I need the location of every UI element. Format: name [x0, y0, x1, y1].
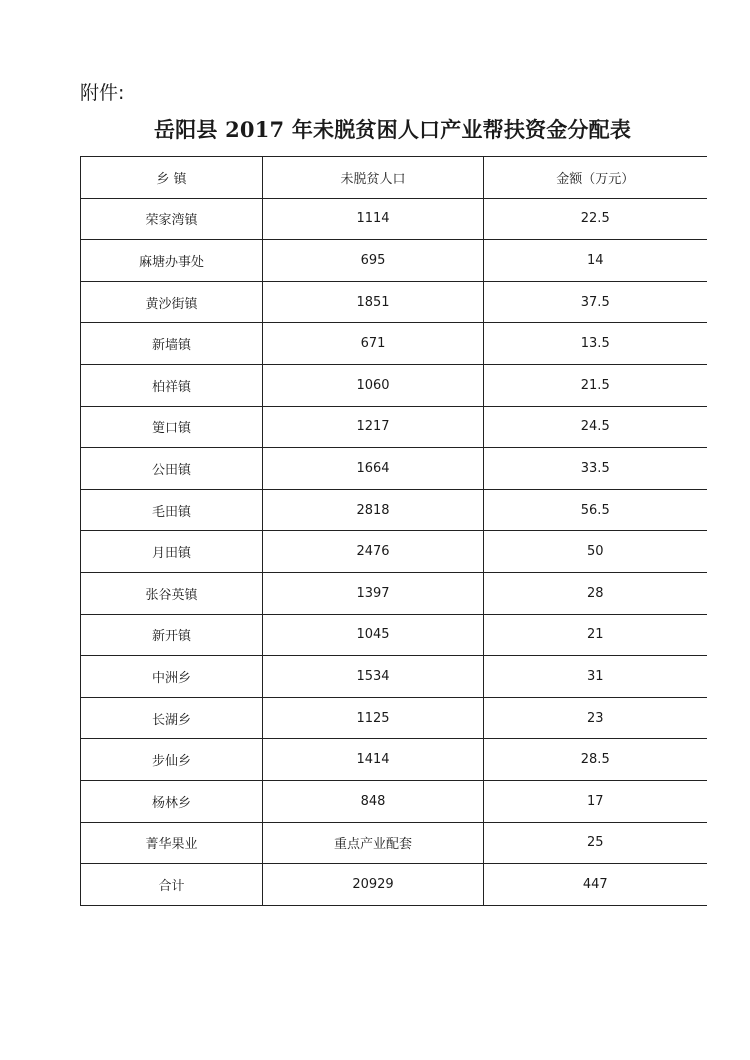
township-cell: 张谷英镇 — [81, 572, 263, 614]
township-cell: 黄沙街镇 — [81, 281, 263, 323]
township-cell: 杨林乡 — [81, 780, 263, 822]
table-row — [81, 281, 707, 323]
table-row — [81, 864, 707, 906]
population-cell: 1217 — [263, 406, 484, 448]
table-header-row — [81, 157, 707, 199]
population-cell: 重点产业配套 — [263, 822, 484, 864]
amount-cell: 37.5 — [484, 281, 707, 323]
population-cell: 1060 — [263, 364, 484, 406]
population-cell: 2476 — [263, 531, 484, 573]
township-cell: 月田镇 — [81, 531, 263, 573]
table-row — [81, 364, 707, 406]
amount-cell: 33.5 — [484, 448, 707, 490]
amount-cell: 14 — [484, 240, 707, 282]
population-cell: 848 — [263, 780, 484, 822]
table-row — [81, 489, 707, 531]
amount-cell: 447 — [484, 864, 707, 906]
amount-cell: 23 — [484, 697, 707, 739]
amount-cell: 28 — [484, 572, 707, 614]
township-cell: 新墙镇 — [81, 323, 263, 365]
table-row — [81, 323, 707, 365]
table-row — [81, 198, 707, 240]
amount-cell: 13.5 — [484, 323, 707, 365]
attachment-label: 附件: — [80, 82, 125, 104]
population-cell: 1397 — [263, 572, 484, 614]
amount-cell: 28.5 — [484, 739, 707, 781]
population-cell: 2818 — [263, 489, 484, 531]
table-row — [81, 739, 707, 781]
amount-cell: 22.5 — [484, 198, 707, 240]
table-row — [81, 656, 707, 698]
amount-cell: 17 — [484, 780, 707, 822]
amount-cell: 31 — [484, 656, 707, 698]
township-cell: 中洲乡 — [81, 656, 263, 698]
township-cell: 麻塘办事处 — [81, 240, 263, 282]
page-title: 岳阳县 2017 年未脱贫困人口产业帮扶资金分配表 — [153, 117, 632, 142]
population-cell: 1045 — [263, 614, 484, 656]
township-cell: 公田镇 — [81, 448, 263, 490]
population-cell: 1664 — [263, 448, 484, 490]
township-cell: 合计 — [81, 864, 263, 906]
table-row — [81, 780, 707, 822]
township-cell: 筻口镇 — [81, 406, 263, 448]
allocation-table — [80, 156, 707, 906]
population-cell: 1851 — [263, 281, 484, 323]
table-row — [81, 531, 707, 573]
township-cell: 步仙乡 — [81, 739, 263, 781]
township-cell: 毛田镇 — [81, 489, 263, 531]
header-population: 未脱贫人口 — [263, 157, 484, 199]
header-township: 乡 镇 — [81, 157, 263, 199]
table-row — [81, 572, 707, 614]
amount-cell: 21 — [484, 614, 707, 656]
table-row — [81, 240, 707, 282]
population-cell: 1414 — [263, 739, 484, 781]
population-cell: 1534 — [263, 656, 484, 698]
amount-cell: 21.5 — [484, 364, 707, 406]
table-row — [81, 406, 707, 448]
header-amount: 金额（万元） — [484, 157, 707, 199]
population-cell: 1114 — [263, 198, 484, 240]
population-cell: 671 — [263, 323, 484, 365]
population-cell: 695 — [263, 240, 484, 282]
amount-cell: 25 — [484, 822, 707, 864]
amount-cell: 50 — [484, 531, 707, 573]
table-row — [81, 614, 707, 656]
township-cell: 菁华果业 — [81, 822, 263, 864]
amount-cell: 56.5 — [484, 489, 707, 531]
amount-cell: 24.5 — [484, 406, 707, 448]
population-cell: 1125 — [263, 697, 484, 739]
township-cell: 新开镇 — [81, 614, 263, 656]
table-row — [81, 822, 707, 864]
township-cell: 柏祥镇 — [81, 364, 263, 406]
table-row — [81, 448, 707, 490]
table-row — [81, 697, 707, 739]
township-cell: 长湖乡 — [81, 697, 263, 739]
township-cell: 荣家湾镇 — [81, 198, 263, 240]
population-cell: 20929 — [263, 864, 484, 906]
